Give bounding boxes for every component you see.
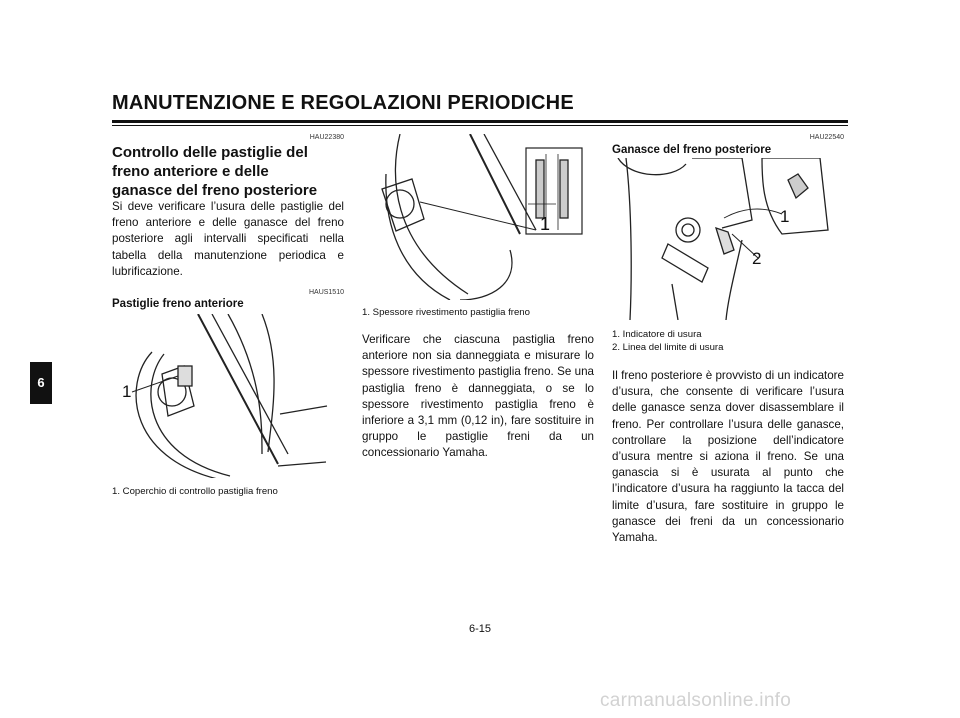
figure-callout: 2 bbox=[752, 249, 762, 268]
front-brake-figure bbox=[112, 314, 338, 478]
figure-caption: 2. Linea del limite di usura bbox=[612, 342, 724, 353]
reference-code: HAU22380 bbox=[309, 134, 344, 141]
chapter-tab[interactable]: 6 bbox=[30, 362, 52, 404]
pad-thickness-figure bbox=[360, 134, 586, 300]
subsection-heading: Ganasce del freno posteriore bbox=[612, 144, 772, 156]
section-title: MANUTENZIONE E REGOLAZIONI PERIODICHE bbox=[112, 92, 574, 114]
front-pad-paragraph: Verificare che ciascuna pastiglia freno anteriore non sia danneggiata e misurare lo spessore rivestimento pastiglia freno. Se una pastiglia freno è danneggiata, o se lo spessore rivestimento pastiglia freno è inferiore a 3,1 mm (0,12 in), fare sostituire in gruppo le pastiglie freni da un concessionario Yamaha. bbox=[362, 333, 594, 460]
rear-brake-figure bbox=[612, 158, 842, 320]
header-rule bbox=[112, 120, 848, 123]
subsection-heading: Pastiglie freno anteriore bbox=[112, 298, 244, 310]
figure-caption: 1. Coperchio di controllo pastiglia freno bbox=[112, 486, 278, 497]
reference-code: HAUS1510 bbox=[308, 289, 344, 296]
section-heading: Controllo delle pastiglie del freno anteriore e delle ganasce del freno posteriore bbox=[112, 144, 318, 199]
figure-caption: 1. Indicatore di usura bbox=[612, 329, 702, 340]
figure-callout: 1 bbox=[540, 214, 551, 234]
figure-callout: 1 bbox=[122, 382, 132, 401]
rear-shoe-paragraph: Il freno posteriore è provvisto di un indicatore d’usura, che consente di verificare l’usura delle ganasce senza dover disassemblare il freno. Per controllare l’usura delle ganasce, controllare la posizione dell’indicatore d’usura mentre si aziona il freno. Se una ganascia si è usurata al punto che l’indicatore d’usura ha raggiunto la tacca del limite d’usura, fare sostituire in gruppo le ganasce dei freni da un concessionario Yamaha. bbox=[612, 369, 844, 545]
figure-callout: 1 bbox=[780, 207, 790, 226]
reference-code: HAU22540 bbox=[809, 134, 844, 141]
intro-paragraph: Si deve verificare l’usura delle pastiglie del freno anteriore e delle ganasce del freno posteriore agli intervalli specificati nella tabella della manutenzione periodica e lubrificazione. bbox=[112, 200, 344, 278]
header-rule-thin bbox=[112, 125, 848, 126]
page-number: 6-15 bbox=[468, 623, 492, 635]
figure-caption: 1. Spessore rivestimento pastiglia freno bbox=[362, 307, 530, 318]
watermark: carmanualsonline.info bbox=[600, 690, 792, 711]
